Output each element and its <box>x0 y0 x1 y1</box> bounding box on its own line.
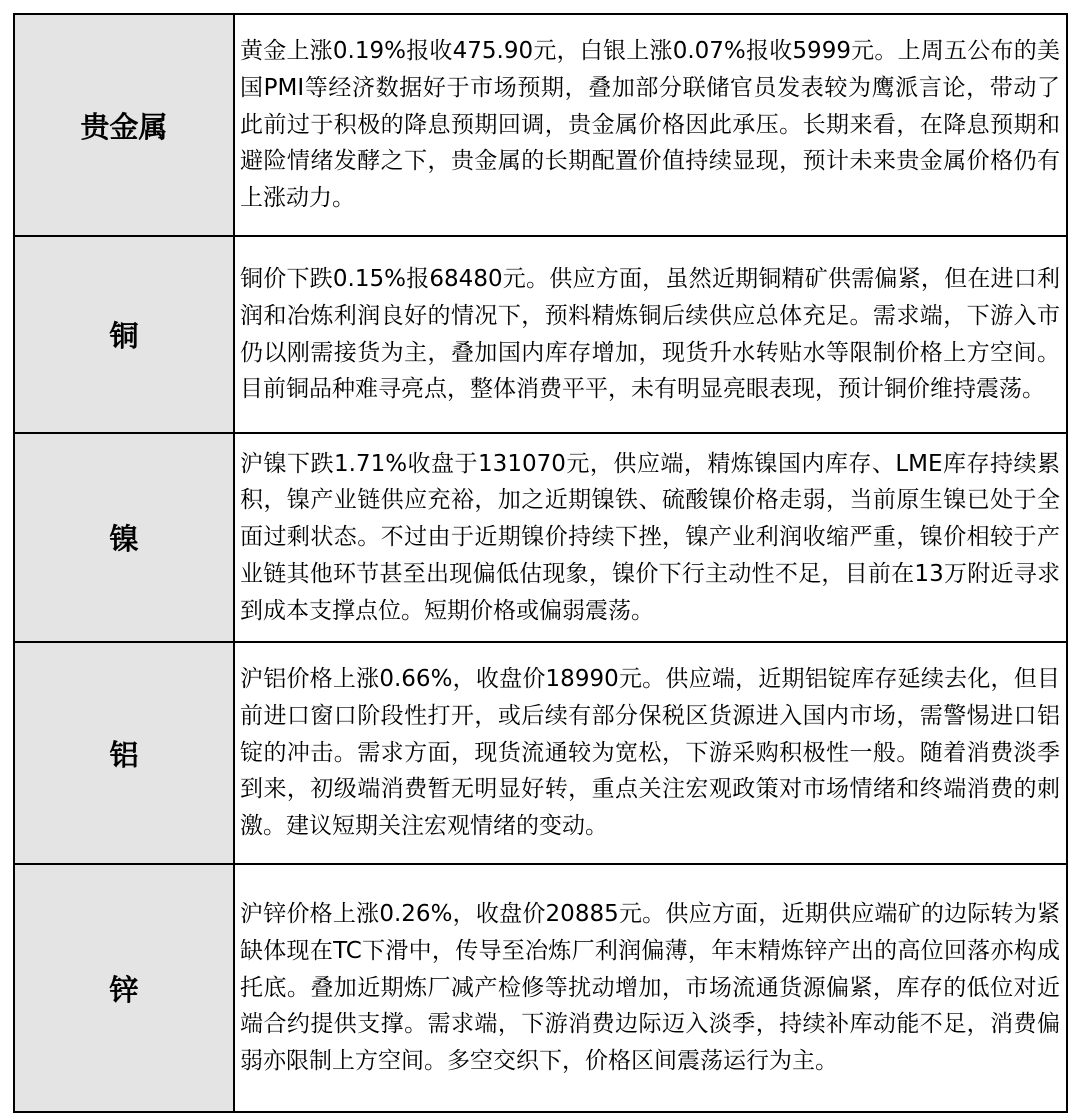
commodity-commentary-cell <box>234 864 1067 1112</box>
commodity-label-cell <box>14 864 234 1112</box>
commodity-label: 锌 <box>109 972 139 1007</box>
commodity-label-cell <box>14 642 234 864</box>
commodity-label: 铜 <box>109 319 139 353</box>
commodity-commentary: 沪镍下跌1.71%收盘于131070元，供应端，精炼镍国内库存、LME库存持续累积，镍产业链供应充裕，加之近期镍铁、硫酸镍价格走弱，当前原生镍已处于全面过剩状态。不过由于近期镍价持续下挫，镍产业利润收缩严重，镍价相较于产业链其他环节甚至出现偏低估现象，镍价下行主动性不足，目前在13万附近寻求到成本支撑点位。短期价格或偏弱震荡。 <box>240 450 1060 624</box>
commodity-label-cell <box>14 14 234 236</box>
commodity-label: 镍 <box>109 522 139 556</box>
commodity-commentary-cell <box>234 14 1067 236</box>
commodity-label-cell <box>14 236 234 433</box>
table-row <box>14 14 1067 236</box>
commodity-commentary-cell <box>234 236 1067 433</box>
commodity-commentary: 铜价下跌0.15%报68480元。供应方面，虽然近期铜精矿供需偏紧，但在进口利润和冶炼利润良好的情况下，预料精炼铜后续供应总体充足。需求端，下游入市仍以刚需接货为主，叠加国内库存增加，现货升水转贴水等限制价格上方空间。目前铜品种难寻亮点，整体消费平平，未有明显亮眼表现，预计铜价维持震荡。 <box>240 265 1060 403</box>
commodity-label: 铝 <box>109 737 139 772</box>
commodity-commentary-cell <box>234 433 1067 642</box>
table-row <box>14 864 1067 1112</box>
table-row <box>14 642 1067 864</box>
commodity-commentary-cell <box>234 642 1067 864</box>
commodity-label: 贵金属 <box>80 109 168 144</box>
table-row <box>14 433 1067 642</box>
commodity-commentary: 沪铝价格上涨0.66%，收盘价18990元。供应端，近期铝锭库存延续去化，但目前进口窗口阶段性打开，或后续有部分保税区货源进入国内市场，需警惕进口铝锭的冲击。需求方面，现货流通较为宽松，下游采购积极性一般。随着消费淡季到来，初级端消费暂无明显好转，重点关注宏观政策对市场情绪和终端消费的刺激。建议短期关注宏观情绪的变动。 <box>240 666 1060 840</box>
table-row <box>14 236 1067 433</box>
commodity-commentary: 沪锌价格上涨0.26%，收盘价20885元。供应方面，近期供应端矿的边际转为紧缺体现在TC下滑中，传导至冶炼厂利润偏薄，年末精炼锌产出的高位回落亦构成托底。叠加近期炼厂减产检修等扰动增加，市场流通货源偏紧，库存的低位对近端合约提供支撑。需求端，下游消费边际迈入淡季，持续补库动能不足，消费偏弱亦限制上方空间。多空交织下，价格区间震荡运行为主。 <box>240 901 1060 1075</box>
commodity-commentary: 黄金上涨0.19%报收475.90元，白银上涨0.07%报收5999元。上周五公布的美国PMI等经济数据好于市场预期，叠加部分联储官员发表较为鹰派言论，带动了此前过于积极的降息预期回调，贵金属价格因此承压。长期来看，在降息预期和避险情绪发酵之下，贵金属的长期配置价值持续显现，预计未来贵金属价格仍有上涨动力。 <box>240 38 1060 212</box>
commodity-label-cell <box>14 433 234 642</box>
commodity-table <box>13 13 1068 1113</box>
